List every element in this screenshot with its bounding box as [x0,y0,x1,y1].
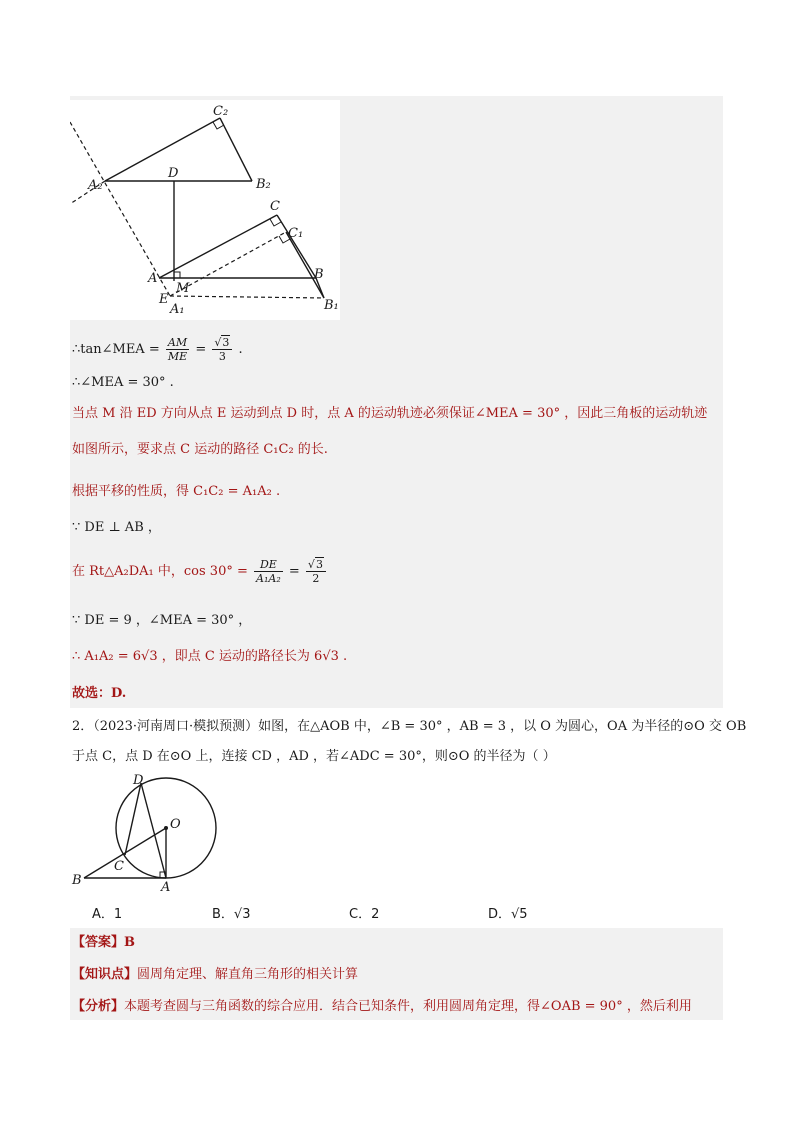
analysis-line: 【分析】本题考查圆与三角函数的综合应用．结合已知条件，利用圆周角定理，得∠OAB = 90° ，然后利用 [72,999,692,1014]
circle-figure [66,772,226,892]
label-b2: B₂ [256,177,271,192]
choice-line: 故选：D. [72,686,127,701]
label-a2: A₂ [88,178,103,193]
label-c: C [270,199,280,214]
label-b: B [314,267,324,282]
answer-line: 【答案】B [72,935,136,950]
circle-label-o: O [170,817,181,832]
option-a: A．1 [92,907,123,922]
option-c: C．2 [349,907,380,922]
translate-line: 根据平移的性质，得 C₁C₂ = A₁A₂ . [72,484,281,499]
perp-line: ∵ DE ⊥ AB ， [72,520,161,535]
tan-value: $\frac{√3}{3}$ [212,336,232,363]
tan-fraction: $\frac{AM}{ME}$ [167,336,188,363]
given-line: ∵ DE = 9 ，∠MEA = 30° ， [72,613,252,628]
tan-line [72,336,243,363]
label-e: E [159,292,169,307]
knowledge-line: 【知识点】圆周角定理、解直角三角形的相关计算 [72,967,359,982]
tan-end: . [238,342,243,357]
label-a1: A₁ [170,302,185,317]
option-b: B．√3 [212,907,251,922]
option-d: D．√5 [488,907,528,922]
label-c1: C₁ [288,226,304,241]
rt-prefix: 在 Rt△A₂DA₁ 中，cos 30° = [72,564,248,579]
circle-label-a: A [161,880,171,892]
motion-line-1: 当点 M 沿 ED 方向从点 E 运动到点 D 时，点 A 的运动轨迹必须保证∠MEA = 30° ，因此三角板的运动轨迹 [72,406,708,421]
circle-label-d: D [133,773,144,788]
result-line: ∴ A₁A₂ = 6√3 ，即点 C 运动的路径长为 6√3 . [72,649,348,664]
label-a: A [148,271,158,286]
circle-label-b: B [72,873,82,888]
problem2-stem-2: 于点 C，点 D 在⊙O 上，连接 CD ，AD ，若∠ADC = 30°，则⊙O 的半径为（ ） [72,749,556,764]
label-b1: B₁ [324,298,339,313]
circle-label-c: C [114,859,124,874]
rt-equals: = [288,564,300,579]
label-c2: C₂ [213,104,229,119]
problem2-stem-1: 2．（2023·河南周口·模拟预测）如图，在△AOB 中，∠B = 30° ，AB = 3 ，以 O 为圆心，OA 为半径的⊙O 交 OB [72,719,747,734]
label-m: M [176,281,190,296]
motion-line-2: 如图所示，要求点 C 运动的路径 C₁C₂ 的长. [72,442,328,457]
angle-line: ∴∠MEA = 30° . [72,375,174,390]
label-d: D [168,166,179,181]
rt-value: $\frac{√3}{2}$ [306,558,326,585]
rt-fraction: $\frac{DE}{\text{A₁A₂}}$ [256,558,281,585]
rt-line [72,558,328,585]
tan-prefix: ∴tan∠MEA = [72,342,160,357]
tan-equals: = [195,342,207,357]
translation-figure [70,100,340,320]
